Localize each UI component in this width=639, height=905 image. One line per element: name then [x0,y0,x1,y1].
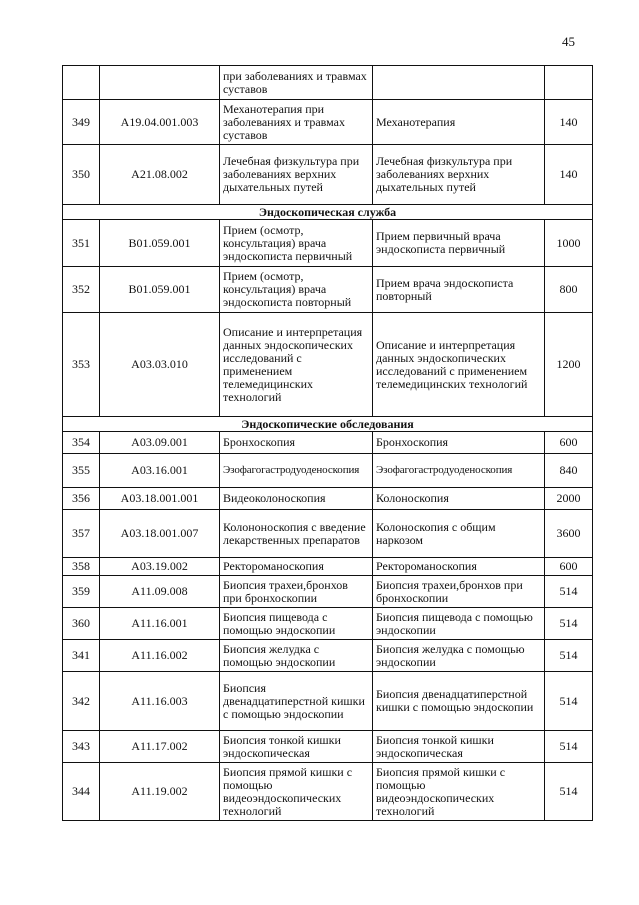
service-code: A11.16.001 [100,608,220,640]
row-number: 358 [63,558,100,576]
row-number: 355 [63,454,100,488]
service-name: Биопсия желудка с помощью эндоскопии [220,640,373,672]
service-price: 600 [545,432,593,454]
service-description: Биопсия пищевода с помощью эндоскопии [373,608,545,640]
service-code: A03.09.001 [100,432,220,454]
service-price: 140 [545,145,593,205]
service-price: 600 [545,558,593,576]
table-row [63,576,593,608]
table-row [63,220,593,267]
service-name: Биопсия двенадцатиперстной кишки с помощью эндоскопии [220,672,373,731]
section-row [63,417,593,432]
table-row [63,488,593,510]
service-code: A11.16.002 [100,640,220,672]
section-heading: Эндоскопическая служба [63,205,593,220]
service-name: Бронхоскопия [220,432,373,454]
service-description: Описание и интерпретация данных эндоскопических исследований с применением телемедицинских технологий [373,313,545,417]
service-code: A03.18.001.001 [100,488,220,510]
row-number: 357 [63,510,100,558]
page-number: 45 [562,34,575,49]
service-name: Механотерапия при заболеваниях и травмах суставов [220,100,373,145]
service-code: A11.17.002 [100,731,220,763]
service-code: A21.08.002 [100,145,220,205]
service-description: Ректороманоскопия [373,558,545,576]
table-row [63,731,593,763]
service-code [100,66,220,100]
table-row [63,454,593,488]
service-name: Видеоколоноскопия [220,488,373,510]
row-number: 343 [63,731,100,763]
service-price: 1200 [545,313,593,417]
table-row [63,432,593,454]
service-code: A03.03.010 [100,313,220,417]
service-price: 514 [545,763,593,821]
service-code: A11.16.003 [100,672,220,731]
service-price [545,66,593,100]
service-description: Колоноскопия с общим наркозом [373,510,545,558]
table-row [63,510,593,558]
service-name: Биопсия прямой кишки с помощью видеоэндоскопических технологий [220,763,373,821]
service-price: 840 [545,454,593,488]
row-number: 356 [63,488,100,510]
service-description: Бронхоскопия [373,432,545,454]
service-price: 1000 [545,220,593,267]
section-heading: Эндоскопические обследования [63,417,593,432]
service-description: Колоноскопия [373,488,545,510]
service-name: Колононоскопия с введение лекарственных препаратов [220,510,373,558]
service-price: 514 [545,672,593,731]
service-name: при заболеваниях и травмах суставов [220,66,373,100]
service-name: Биопсия пищевода с помощью эндоскопии [220,608,373,640]
table-row [63,100,593,145]
row-number: 359 [63,576,100,608]
service-name: Лечебная физкультура при заболеваниях верхних дыхательных путей [220,145,373,205]
service-code: B01.059.001 [100,267,220,313]
row-number: 360 [63,608,100,640]
service-code: B01.059.001 [100,220,220,267]
service-price: 514 [545,608,593,640]
price-table [62,65,593,821]
table-row [63,672,593,731]
service-price: 514 [545,731,593,763]
service-description: Прием врача эндоскописта повторный [373,267,545,313]
table-row [63,267,593,313]
table-row [63,145,593,205]
service-name: Описание и интерпретация данных эндоскопических исследований с применением телемедицинских технологий [220,313,373,417]
service-description: Прием первичный врача эндоскописта первичный [373,220,545,267]
row-number: 342 [63,672,100,731]
service-name: Прием (осмотр, консультация) врача эндоскописта повторный [220,267,373,313]
service-price: 800 [545,267,593,313]
service-description: Биопсия трахеи,бронхов при бронхоскопии [373,576,545,608]
row-number: 350 [63,145,100,205]
service-description: Биопсия двенадцатиперстной кишки с помощью эндоскопии [373,672,545,731]
service-name: Прием (осмотр, консультация) врача эндоскописта первичный [220,220,373,267]
service-code: A11.09.008 [100,576,220,608]
service-description [373,66,545,100]
service-code: A03.16.001 [100,454,220,488]
service-name: Эзофагогастродуоденоскопия [220,454,373,488]
service-description: Эзофагогастродуоденоскопия [373,454,545,488]
service-code: A03.18.001.007 [100,510,220,558]
service-name: Биопсия трахеи,бронхов при бронхоскопии [220,576,373,608]
table-row [63,763,593,821]
service-description: Лечебная физкультура при заболеваниях верхних дыхательных путей [373,145,545,205]
table-row [63,640,593,672]
row-number: 354 [63,432,100,454]
row-number: 353 [63,313,100,417]
row-number: 344 [63,763,100,821]
table-row [63,558,593,576]
service-code: A03.19.002 [100,558,220,576]
service-price: 514 [545,640,593,672]
service-name: Биопсия тонкой кишки эндоскопическая [220,731,373,763]
row-number: 352 [63,267,100,313]
table-row [63,66,593,100]
section-row [63,205,593,220]
table-row [63,313,593,417]
row-number: 349 [63,100,100,145]
service-price: 3600 [545,510,593,558]
service-description: Биопсия желудка с помощью эндоскопии [373,640,545,672]
service-code: A19.04.001.003 [100,100,220,145]
service-description: Биопсия прямой кишки с помощью видеоэндоскопических технологий [373,763,545,821]
service-description: Механотерапия [373,100,545,145]
row-number: 351 [63,220,100,267]
service-price: 2000 [545,488,593,510]
table-row [63,608,593,640]
service-code: A11.19.002 [100,763,220,821]
service-description: Биопсия тонкой кишки эндоскопическая [373,731,545,763]
service-price: 514 [545,576,593,608]
row-number [63,66,100,100]
service-price: 140 [545,100,593,145]
service-name: Ректороманоскопия [220,558,373,576]
row-number: 341 [63,640,100,672]
